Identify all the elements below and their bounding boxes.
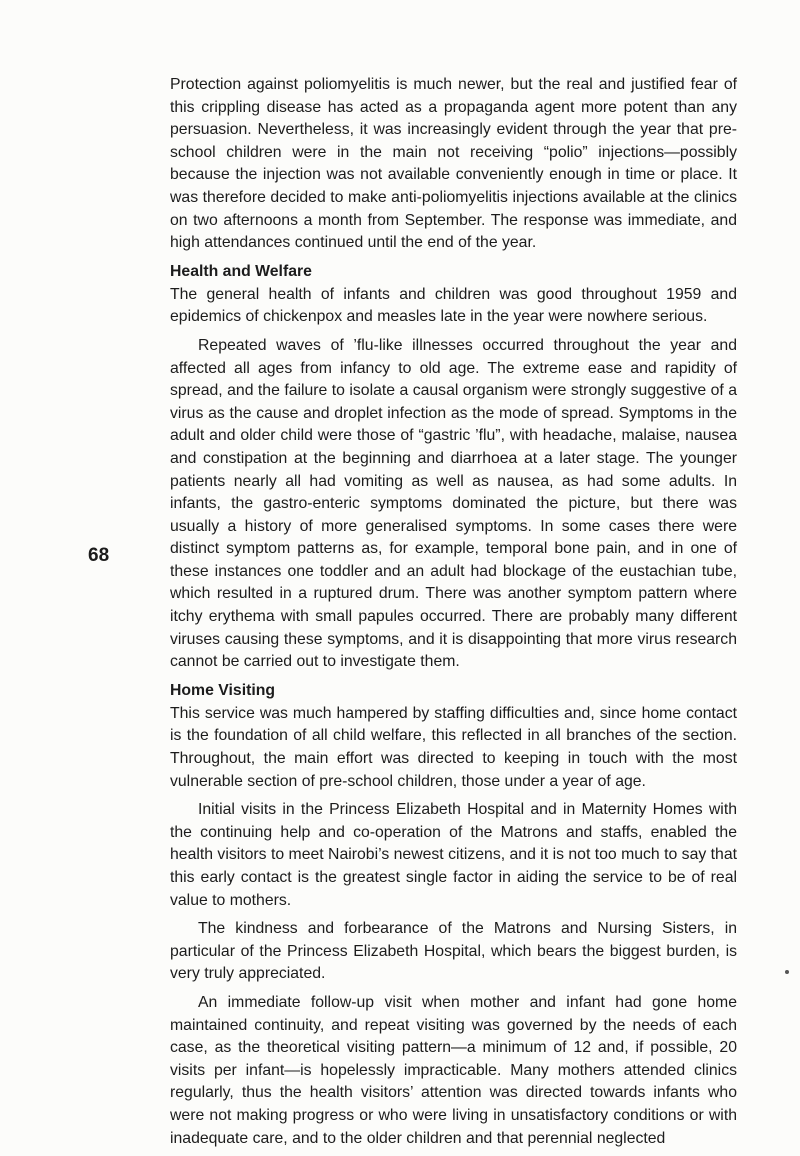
margin-speck xyxy=(785,970,789,974)
paragraph: This service was much hampered by staffing difficulties and, since home contact is the foundation of all child welfare, this reflected in all branches of the section. Throughout, the main effort was directed to keeping in touch with the most vulnerable section of pre-school children, those under a year of age. xyxy=(170,704,737,790)
paragraph: An immediate follow-up visit when mother and infant had gone home maintained continuity, and repeat visiting was governed by the needs of each case, as the theoretical visiting pattern—a minimum of 12 and, if possible, 20 visits per infant—is hopelessly impracticable. Many mothers attended clinics regularly, thus the health visitors’ attention was directed towards infants who were not making progress or who were living in unsatisfactory conditions or with inadequate care, and to the older children and that perennial neglected xyxy=(170,993,737,1147)
body-text xyxy=(170,74,737,1156)
intro-paragraph: Protection against poliomyelitis is much newer, but the real and justified fear of this crippling disease has acted as a propaganda agent more potent than any persuasion. Nevertheless, it was increasingly evident through the year that pre-school children were in the main not receiving “polio” injections—possibly because the injection was not available conveniently enough in time or place. It was therefore decided to make anti-poliomyelitis injections available at the clinics on two afternoons a month from September. The response was immediate, and high attendances continued until the end of the year. xyxy=(170,76,737,252)
page-number: 68 xyxy=(88,545,110,566)
paragraph: Repeated waves of ’flu-like illnesses occurred throughout the year and affected all ages from infancy to old age. The extreme ease and rapidity of spread, and the failure to isolate a causal organism were strongly suggestive of a virus as the cause and droplet infection as the mode of spread. Symptoms in the adult and older child were those of “gastric ’flu”, with headache, malaise, nausea and constipation at the beginning and diarrhoea at a later stage. The younger patients nearly all had vomiting as well as nausea, as had some adults. In infants, the gastro-enteric symptoms dominated the picture, but there was usually a history of more generalised symptoms. In some cases there were distinct symptom patterns as, for example, temporal bone pain, and in one of these instances one toddler and an adult had blockage of the eustachian tube, which resulted in a ruptured drum. There was another symptom pattern where itchy erythema with small papules occurred. There are probably many different viruses causing these symptoms, and it is disappointing that more virus research cannot be carried out to investigate them. xyxy=(170,336,737,671)
paragraph: The general health of infants and children was good throughout 1959 and epidemics of chickenpox and measles late in the year were nowhere serious. xyxy=(170,285,737,326)
paragraph: Initial visits in the Princess Elizabeth Hospital and in Maternity Homes with the continuing help and co-operation of the Matrons and staffs, enabled the health visitors to meet Nairobi’s newest citizens, and it is not too much to say that this early contact is the greatest single factor in aiding the service to be of real value to mothers. xyxy=(170,801,737,909)
heading-home-visiting: Home Visiting xyxy=(170,681,276,699)
paragraph: The kindness and forbearance of the Matrons and Nursing Sisters, in particular of the Princess Elizabeth Hospital, which bears the biggest burden, is very truly appreciated. xyxy=(170,920,737,983)
heading-health-and-welfare: Health and Welfare xyxy=(170,262,312,280)
